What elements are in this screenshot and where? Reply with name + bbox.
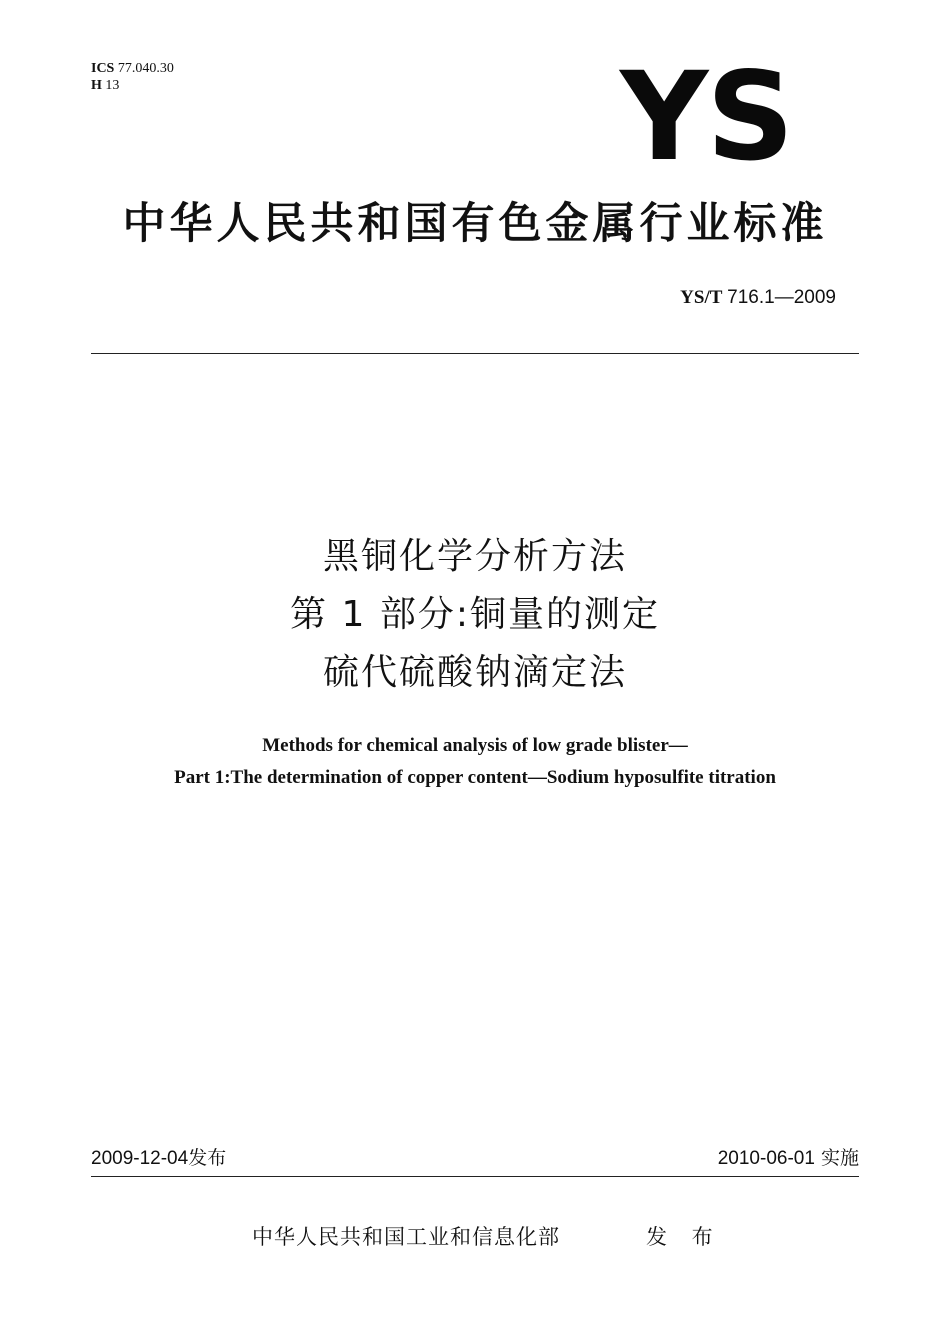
organization-title: 中华人民共和国有色金属行业标准: [122, 199, 828, 249]
bottom-divider: [91, 1176, 859, 1177]
implement-date-label: 实施: [820, 1147, 859, 1169]
issue-date-label: 发布: [188, 1147, 227, 1169]
ics-line: [91, 60, 174, 77]
classification-block: [91, 60, 174, 94]
standard-number: [680, 286, 836, 310]
publisher-name: 中华人民共和国工业和信息化部: [252, 1225, 560, 1249]
ys-logo: YS: [620, 46, 793, 188]
title-en-line1: Methods for chemical analysis of low grade blister—: [262, 735, 688, 756]
title-cn-line1: 黑铜化学分析方法: [322, 536, 627, 577]
title-cn-line3: 硫代硫酸钠滴定法: [322, 652, 627, 693]
ccs-label: H: [91, 78, 102, 93]
title-cn-line2: 第 1 部分:铜量的测定: [290, 594, 660, 635]
implement-date-value: 2010-06-01: [717, 1148, 815, 1169]
ics-label: ICS: [91, 61, 115, 76]
ccs-code: 13: [105, 78, 120, 93]
standard-code: YS/T: [680, 287, 723, 308]
top-divider: [91, 353, 859, 354]
publish-verb: 发 布: [646, 1225, 722, 1249]
standard-num: 716.1—2009: [727, 287, 836, 308]
ics-code: 77.040.30: [117, 61, 174, 76]
issue-date: [91, 1145, 226, 1172]
ccs-line: [91, 77, 174, 94]
issue-date-value: 2009-12-04: [91, 1148, 189, 1169]
implement-date: [718, 1145, 859, 1172]
title-en-line2: Part 1:The determination of copper content—Sodium hyposulfite titration: [174, 767, 776, 788]
